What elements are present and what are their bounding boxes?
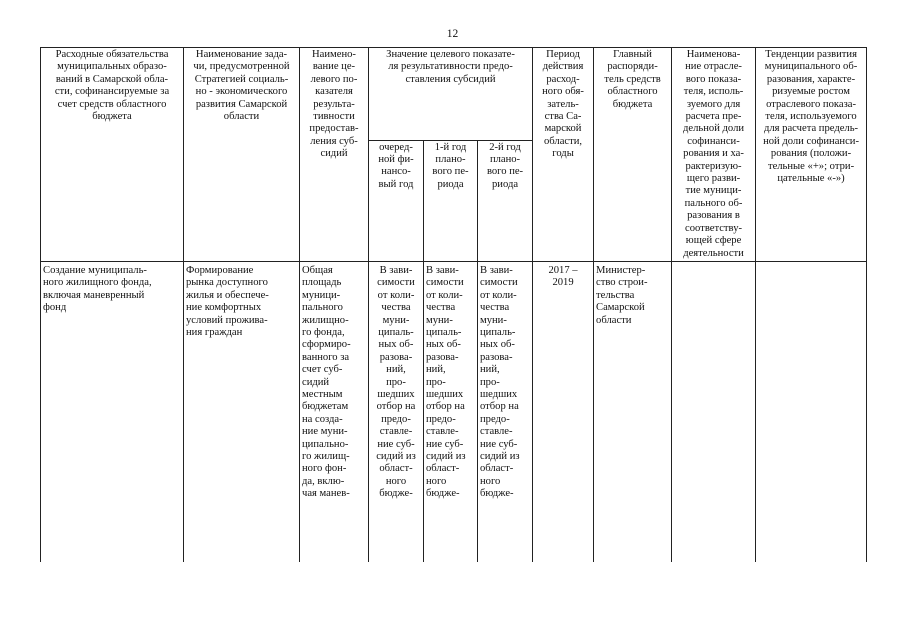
header-plan-year-1: 1-й год плано- вого пе- риода (424, 140, 478, 261)
page-number: 12 (446, 28, 459, 40)
cell-sector-indicator (672, 261, 756, 562)
header-indicator-value-group: Значение целевого показате- ля результативности предо- ставления субсидий (369, 48, 533, 141)
cell-indicator: Общая площадь муници- пального жилищно- го фонда, сформиро- ванного за счет суб- сидий местным бюджетам на созда- ние муни- ципально- го жилищ- ного фон- да, вклю- чая манев- (300, 261, 369, 562)
header-current-year: очеред- ной фи- нансо- вый год (369, 140, 424, 261)
header-trends: Тенденции развития муниципального об- разования, характе- ризуемые ростом отраслевого показа- теля, используемого для расчета предель- ной доли софинанси- рования (положи- тельные «+»; отри- цательные «-») (756, 48, 867, 262)
cell-trends (756, 261, 867, 562)
header-sector-indicator: Наименова- ние отрасле- вого показа- теля, исполь- зуемого для расчета пре- дельной доли софинанси- рования и ха- рактеризую- щего разви- тие муници- пального об- разования в соответству- ющей сфере деятельности (672, 48, 756, 262)
header-indicator: Наимено- вание це- левого по- казателя результа- тивности предостав- ления суб- сидий (300, 48, 369, 262)
table-row (41, 261, 867, 562)
header-main-manager: Главный распоряди- тель средств областного бюджета (594, 48, 672, 262)
cell-period: 2017 – 2019 (533, 261, 594, 562)
cell-plan-year-1: В зави- симости от коли- чества муни- ципаль- ных об- разова- ний, про- шедших отбор на предо- ставле- ние суб- сидий из област- ного бюдже- (424, 261, 478, 562)
cell-task: Формирование рынка доступного жилья и обеспече- ние комфортных условий прожива- ния граждан (184, 261, 300, 562)
header-obligations: Расходные обязательства муниципальных образо- ваний в Самарской обла- сти, софинансируемые за счет средств областного бюджета (41, 48, 184, 262)
cell-main-manager: Министер- ство строи- тельства Самарской области (594, 261, 672, 562)
cell-plan-year-2: В зави- симости от коли- чества муни- ципаль- ных об- разова- ний, про- шедших отбор на предо- ставле- ние суб- сидий из област- ного бюдже- (478, 261, 533, 562)
header-period: Период действия расход- ного обя- затель- ства Са- марской области, годы (533, 48, 594, 262)
subsidy-table (40, 47, 867, 562)
header-plan-year-2: 2-й год плано- вого пе- риода (478, 140, 533, 261)
cell-current-year: В зави- симости от коли- чества муни- ципаль- ных об- разова- ний, про- шедших отбор на предо- ставле- ние суб- сидий из област- ного бюдже- (369, 261, 424, 562)
cell-obligation: Создание муниципаль- ного жилищного фонда, включая маневренный фонд (41, 261, 184, 562)
header-task: Наименование зада- чи, предусмотренной Стратегией социаль- но - экономического развития Самарской области (184, 48, 300, 262)
